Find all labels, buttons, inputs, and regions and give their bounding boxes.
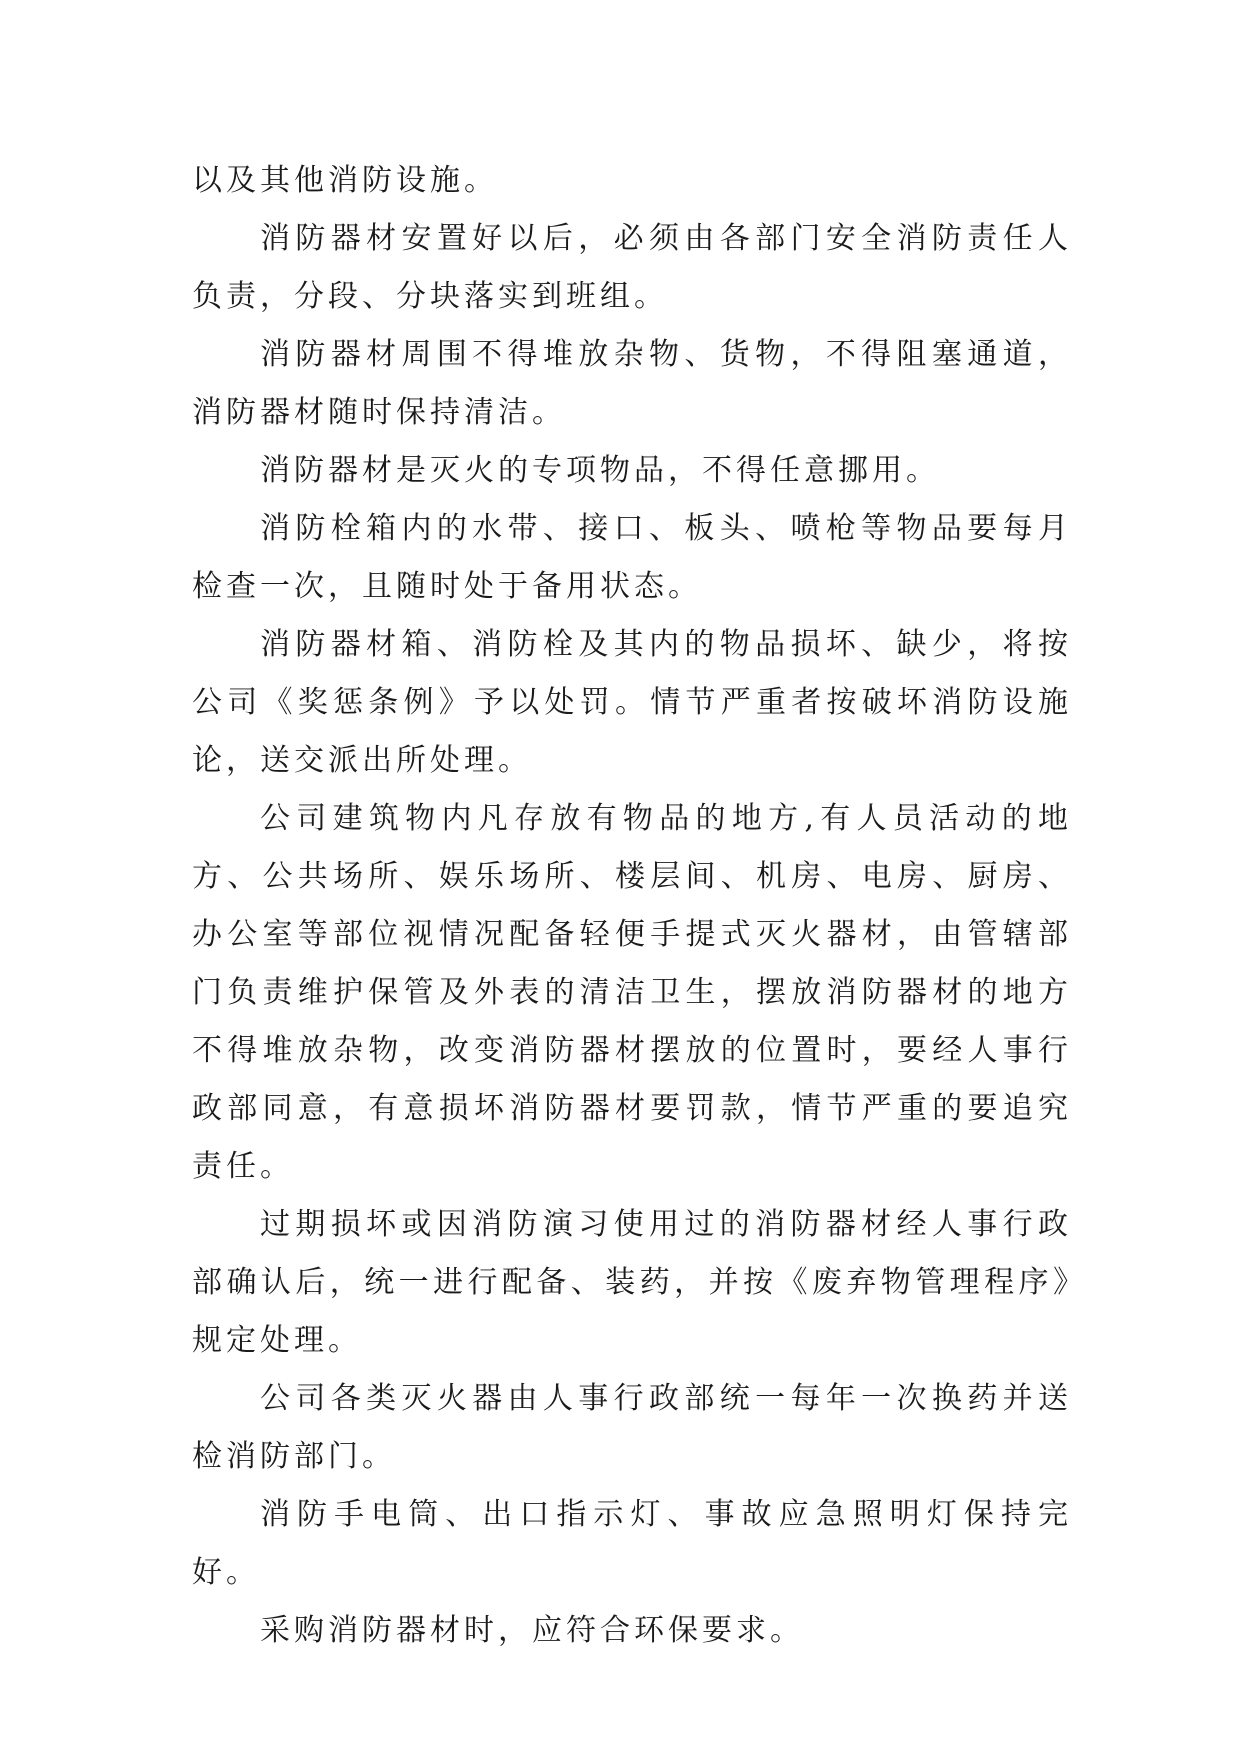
paragraph-8: 过期损坏或因消防演习使用过的消防器材经人事行政部确认后，统一进行配备、装药，并按《废弃物管理程序》规定处理。 bbox=[192, 1207, 1072, 1358]
paragraph-1: 以及其他消防设施。 bbox=[192, 163, 498, 198]
paragraph-5: 消防栓箱内的水带、接口、板头、喷枪等物品要每月检查一次，且随时处于备用状态。 bbox=[192, 511, 1072, 604]
paragraph-9: 公司各类灭火器由人事行政部统一每年一次换药并送检消防部门。 bbox=[192, 1381, 1072, 1474]
paragraph-2: 消防器材安置好以后，必须由各部门安全消防责任人负责，分段、分块落实到班组。 bbox=[192, 221, 1072, 314]
paragraph-4: 消防器材是灭火的专项物品，不得任意挪用。 bbox=[260, 453, 940, 488]
paragraph-7: 公司建筑物内凡存放有物品的地方,有人员活动的地方、公共场所、娱乐场所、楼层间、机房、电房、厨房、办公室等部位视情况配备轻便手提式灭火器材，由管辖部门负责维护保管及外表的清洁卫生，摆放消防器材的地方不得堆放杂物，改变消防器材摆放的位置时，要经人事行政部同意，有意损坏消防器材要罚款，情节严重的要追究责任。 bbox=[192, 801, 1072, 1184]
paragraph-11: 采购消防器材时，应符合环保要求。 bbox=[260, 1613, 804, 1648]
paragraph-10: 消防手电筒、出口指示灯、事故应急照明灯保持完好。 bbox=[192, 1497, 1072, 1590]
paragraph-3: 消防器材周围不得堆放杂物、货物，不得阻塞通道，消防器材随时保持清洁。 bbox=[192, 337, 1072, 430]
paragraph-6: 消防器材箱、消防栓及其内的物品损坏、缺少，将按公司《奖惩条例》予以处罚。情节严重者按破坏消防设施论，送交派出所处理。 bbox=[192, 627, 1072, 778]
document-body bbox=[192, 152, 1072, 1660]
